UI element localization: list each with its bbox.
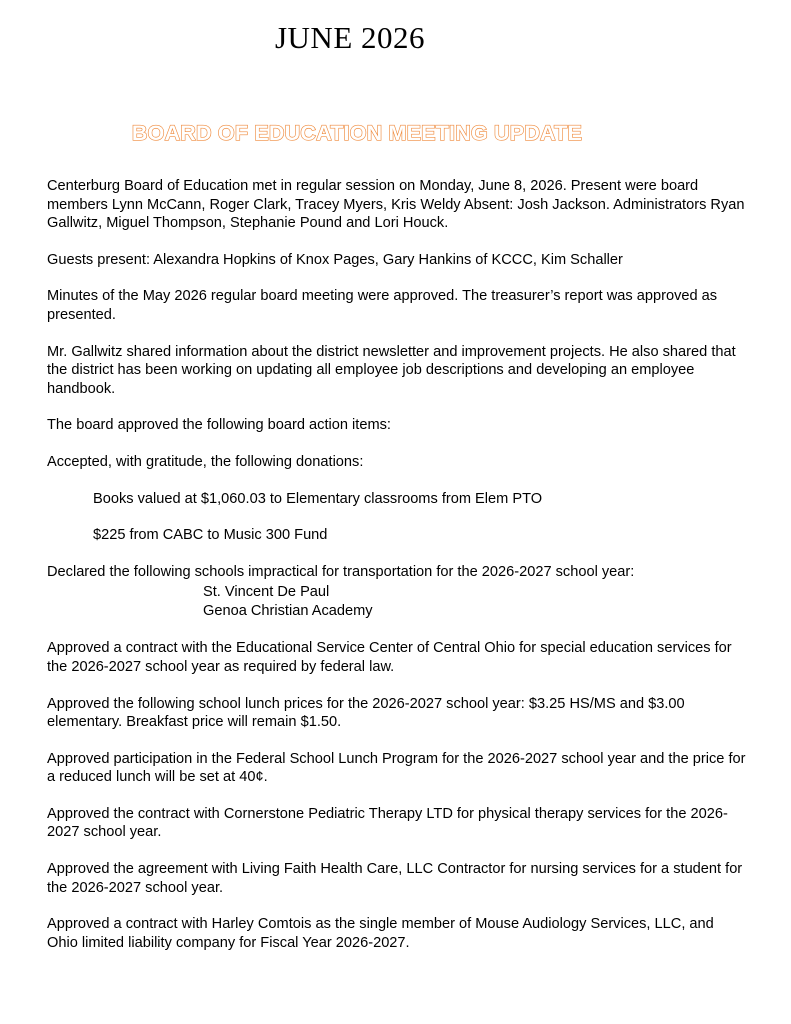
donation-item: Books valued at $1,060.03 to Elementary classrooms from Elem PTO xyxy=(93,490,543,507)
date-title: JUNE 2026 xyxy=(274,20,426,55)
body-text xyxy=(47,177,747,970)
audiology-contract-paragraph: Approved a contract with Harley Comtois as the single member of Mouse Audiology Services, LLC, and Ohio limited liability company for Fiscal Year 2026-2027. xyxy=(47,916,714,951)
donations-intro: Accepted, with gratitude, the following donations: xyxy=(47,453,364,470)
esc-contract-paragraph: Approved a contract with the Educational Service Center of Central Ohio for special education services for the 2026-2027 school year as required by federal law. xyxy=(47,640,732,675)
school-list xyxy=(47,583,747,621)
minutes-paragraph: Minutes of the May 2026 regular board meeting were approved. The treasurer’s report was approved as presented. xyxy=(47,288,718,323)
lunch-program-paragraph: Approved participation in the Federal School Lunch Program for the 2026-2027 school year and the price for a reduced lunch will be set at 40¢. xyxy=(47,750,746,786)
guests-paragraph: Guests present: Alexandra Hopkins of Knox Pages, Gary Hankins of KCCC, Kim Schaller xyxy=(47,251,623,268)
school-item: Genoa Christian Academy xyxy=(203,603,373,620)
headline: BOARD OF EDUCATION MEETING UPDATE xyxy=(131,121,583,145)
nursing-agreement-paragraph: Approved the agreement with Living Faith Health Care, LLC Contractor for nursing services for a student for the 2026-2027 school year. xyxy=(47,861,743,896)
transportation-paragraph: Declared the following schools impractical for transportation for the 2026-2027 school year: xyxy=(47,563,635,580)
school-item: St. Vincent De Paul xyxy=(203,584,330,601)
superintendent-paragraph: Mr. Gallwitz shared information about the district newsletter and improvement projects. He also shared that the district has been working on updating all employee job descriptions and developing an employee handbook. xyxy=(47,343,736,397)
lunch-prices-paragraph: Approved the following school lunch prices for the 2026-2027 school year: $3.25 HS/MS and $3.00 elementary. Breakfast price will remain $1.50. xyxy=(47,695,685,731)
session-paragraph: Centerburg Board of Education met in regular session on Monday, June 8, 2026. Present were board members Lynn McCann, Roger Clark, Tracey Myers, Kris Weldy Absent: Josh Jackson. Administrators Ryan Gallwitz, Miguel Thompson, Stephanie Pound and Lori Houck. xyxy=(47,178,745,232)
donation-item: $225 from CABC to Music 300 Fund xyxy=(93,527,328,544)
therapy-contract-paragraph: Approved the contract with Cornerstone Pediatric Therapy LTD for physical therapy services for the 2026-2027 school year. xyxy=(47,805,728,841)
action-items-intro: The board approved the following board action items: xyxy=(47,417,391,434)
